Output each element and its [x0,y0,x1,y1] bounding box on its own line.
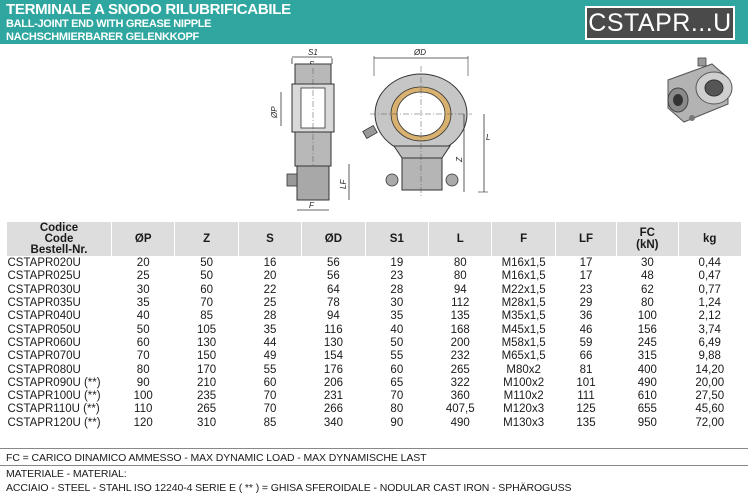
cell-d: 154 [302,350,365,363]
cell-p: 35 [112,297,175,310]
cell-fc: 400 [617,363,678,376]
cell-lf: 23 [555,284,616,297]
cell-kg: 6,49 [678,337,742,350]
cell-s: 16 [238,257,301,271]
cell-code: CSTAPR020U [7,257,112,271]
fc-header-line2: (kN) [636,239,659,251]
cell-kg: 3,74 [678,323,742,336]
cell-kg: 0,47 [678,270,742,283]
cell-s: 28 [238,310,301,323]
table-row [7,350,742,363]
cell-l: 80 [429,270,492,283]
cell-kg: 0,77 [678,284,742,297]
cell-z: 235 [175,390,238,403]
cell-s: 60 [238,377,301,390]
cell-p: 20 [112,257,175,271]
cell-kg: 1,24 [678,297,742,310]
cell-p: 80 [112,363,175,376]
column-header-s1: S1 [365,222,428,257]
cell-p: 70 [112,350,175,363]
cell-code: CSTAPR030U [7,284,112,297]
cell-s1: 80 [365,403,428,416]
cell-kg: 45,60 [678,403,742,416]
cell-lf: 81 [555,363,616,376]
cell-code: CSTAPR050U [7,323,112,336]
cell-z: 70 [175,297,238,310]
cell-p: 25 [112,270,175,283]
dim-f-label: F [309,201,314,210]
column-header-l: L [429,222,492,257]
cell-s1: 30 [365,297,428,310]
cell-z: 265 [175,403,238,416]
cell-p: 30 [112,284,175,297]
cell-s: 22 [238,284,301,297]
material-heading: MATERIALE - MATERIAL: [6,468,127,480]
cell-d: 266 [302,403,365,416]
cell-kg: 20,00 [678,377,742,390]
cell-code: CSTAPR035U [7,297,112,310]
cell-f: M28x1,5 [492,297,555,310]
cell-s1: 28 [365,284,428,297]
front-view-drawing [352,46,502,206]
dim-p-label: ØP [270,106,279,118]
cell-l: 200 [429,337,492,350]
cell-s1: 90 [365,417,428,430]
cell-l: 490 [429,417,492,430]
cell-fc: 80 [617,297,678,310]
cell-fc: 48 [617,270,678,283]
notes-divider-top [0,448,748,449]
table-row [7,377,742,390]
title-italian: TERMINALE A SNODO RILUBRIFICABILE [6,1,291,18]
cell-p: 90 [112,377,175,390]
cell-lf: 46 [555,323,616,336]
cell-f: M58x1,5 [492,337,555,350]
table-row [7,284,742,297]
cell-fc: 245 [617,337,678,350]
cell-z: 150 [175,350,238,363]
cell-s: 35 [238,323,301,336]
column-header-z: Z [175,222,238,257]
cell-s: 55 [238,363,301,376]
cell-kg: 9,88 [678,350,742,363]
cell-code: CSTAPR090U (**) [7,377,112,390]
title-english: BALL-JOINT END WITH GREASE NIPPLE [6,18,212,30]
dim-lf-label: LF [339,179,348,189]
column-header-p: ØP [112,222,175,257]
table-row [7,323,742,336]
cell-d: 78 [302,297,365,310]
cell-s1: 40 [365,323,428,336]
cell-p: 60 [112,337,175,350]
table-row [7,390,742,403]
code-header-line1: Codice [39,221,79,234]
cell-s: 25 [238,297,301,310]
dim-z-label: Z [455,157,464,162]
cell-fc: 62 [617,284,678,297]
cell-s1: 23 [365,270,428,283]
cell-f: M100x2 [492,377,555,390]
cell-d: 56 [302,270,365,283]
cell-s1: 50 [365,337,428,350]
cell-l: 360 [429,390,492,403]
cell-s: 70 [238,390,301,403]
cell-f: M120x3 [492,403,555,416]
cell-f: M35x1,5 [492,310,555,323]
notes-divider-bottom [0,465,748,466]
cell-d: 130 [302,337,365,350]
cell-z: 50 [175,257,238,271]
cell-d: 231 [302,390,365,403]
cell-s: 85 [238,417,301,430]
cell-f: M110x2 [492,390,555,403]
cell-fc: 30 [617,257,678,271]
cell-z: 130 [175,337,238,350]
cell-z: 85 [175,310,238,323]
table-row [7,403,742,416]
cell-p: 40 [112,310,175,323]
cell-p: 110 [112,403,175,416]
column-header-kg: kg [678,222,742,257]
cell-z: 50 [175,270,238,283]
cell-lf: 59 [555,337,616,350]
cell-l: 80 [429,257,492,271]
cell-lf: 29 [555,297,616,310]
table-row [7,270,742,283]
cell-code: CSTAPR060U [7,337,112,350]
column-header-d: ØD [302,222,365,257]
cell-fc: 156 [617,323,678,336]
cell-s: 20 [238,270,301,283]
cell-s1: 70 [365,390,428,403]
cell-s1: 60 [365,363,428,376]
code-header-line2: Code [44,232,74,245]
cell-s: 70 [238,403,301,416]
cell-s1: 35 [365,310,428,323]
cell-code: CSTAPR100U (**) [7,390,112,403]
cell-s: 49 [238,350,301,363]
cell-p: 100 [112,390,175,403]
cell-fc: 315 [617,350,678,363]
specification-table [6,221,742,430]
cell-d: 64 [302,284,365,297]
cell-l: 232 [429,350,492,363]
cell-code: CSTAPR070U [7,350,112,363]
cell-lf: 17 [555,257,616,271]
cell-kg: 0,44 [678,257,742,271]
cell-z: 210 [175,377,238,390]
cell-l: 94 [429,284,492,297]
cell-lf: 36 [555,310,616,323]
cell-p: 50 [112,323,175,336]
cell-l: 112 [429,297,492,310]
table-header-row [7,222,742,257]
table-row [7,310,742,323]
cell-l: 135 [429,310,492,323]
table-row [7,417,742,430]
code-header-line3: Bestell-Nr. [30,243,88,256]
cell-lf: 17 [555,270,616,283]
cell-f: M16x1,5 [492,270,555,283]
cell-fc: 100 [617,310,678,323]
cell-lf: 125 [555,403,616,416]
cell-lf: 135 [555,417,616,430]
cell-code: CSTAPR025U [7,270,112,283]
table-row [7,257,742,271]
cell-f: M45x1,5 [492,323,555,336]
dim-d-label: ØD [414,48,426,57]
product-code-badge: CSTAPR...U [585,6,735,40]
table-row [7,297,742,310]
cell-lf: 111 [555,390,616,403]
cell-z: 60 [175,284,238,297]
cell-d: 206 [302,377,365,390]
cell-l: 407,5 [429,403,492,416]
cell-s: 44 [238,337,301,350]
side-view-drawing [265,46,365,218]
table-row [7,363,742,376]
fc-header-line1: FC [639,227,655,239]
dim-l-label: L [486,133,491,142]
dim-s1-label: S1 [308,48,318,57]
cell-kg: 72,00 [678,417,742,430]
cell-kg: 2,12 [678,310,742,323]
cell-fc: 610 [617,390,678,403]
cell-code: CSTAPR120U (**) [7,417,112,430]
cell-z: 170 [175,363,238,376]
cell-f: M65x1,5 [492,350,555,363]
cell-lf: 66 [555,350,616,363]
column-header-lf: LF [555,222,616,257]
cell-l: 322 [429,377,492,390]
title-german: NACHSCHMIERBARER GELENKKOPF [6,31,199,43]
cell-d: 56 [302,257,365,271]
cell-d: 340 [302,417,365,430]
cell-l: 265 [429,363,492,376]
column-header-f: F [492,222,555,257]
cell-f: M16x1,5 [492,257,555,271]
cell-s1: 19 [365,257,428,271]
table-row [7,337,742,350]
cell-code: CSTAPR080U [7,363,112,376]
cell-lf: 101 [555,377,616,390]
cell-kg: 14,20 [678,363,742,376]
cell-s1: 65 [365,377,428,390]
cell-s1: 55 [365,350,428,363]
cell-code: CSTAPR040U [7,310,112,323]
cell-kg: 27,50 [678,390,742,403]
cell-d: 176 [302,363,365,376]
fc-note: FC = CARICO DINAMICO AMMESSO - MAX DYNAMIC LOAD - MAX DYNAMISCHE LAST [6,452,427,464]
cell-z: 105 [175,323,238,336]
cell-p: 120 [112,417,175,430]
cell-z: 310 [175,417,238,430]
column-header-fc [617,222,678,257]
cell-f: M22x1,5 [492,284,555,297]
column-header-s: S [238,222,301,257]
table-body [7,257,742,430]
cell-fc: 950 [617,417,678,430]
cell-d: 116 [302,323,365,336]
cell-fc: 655 [617,403,678,416]
cell-d: 94 [302,310,365,323]
cell-fc: 490 [617,377,678,390]
cell-f: M130x3 [492,417,555,430]
product-3d-illustration [654,48,742,138]
material-detail: ACCIAIO - STEEL - STAHL ISO 12240-4 SERIE E ( ** ) = GHISA SFEROIDALE - NODULAR CAST IRON - SPHÄROGUSS [6,482,572,494]
cell-f: M80x2 [492,363,555,376]
cell-code: CSTAPR110U (**) [7,403,112,416]
column-header-code [7,222,112,257]
cell-l: 168 [429,323,492,336]
